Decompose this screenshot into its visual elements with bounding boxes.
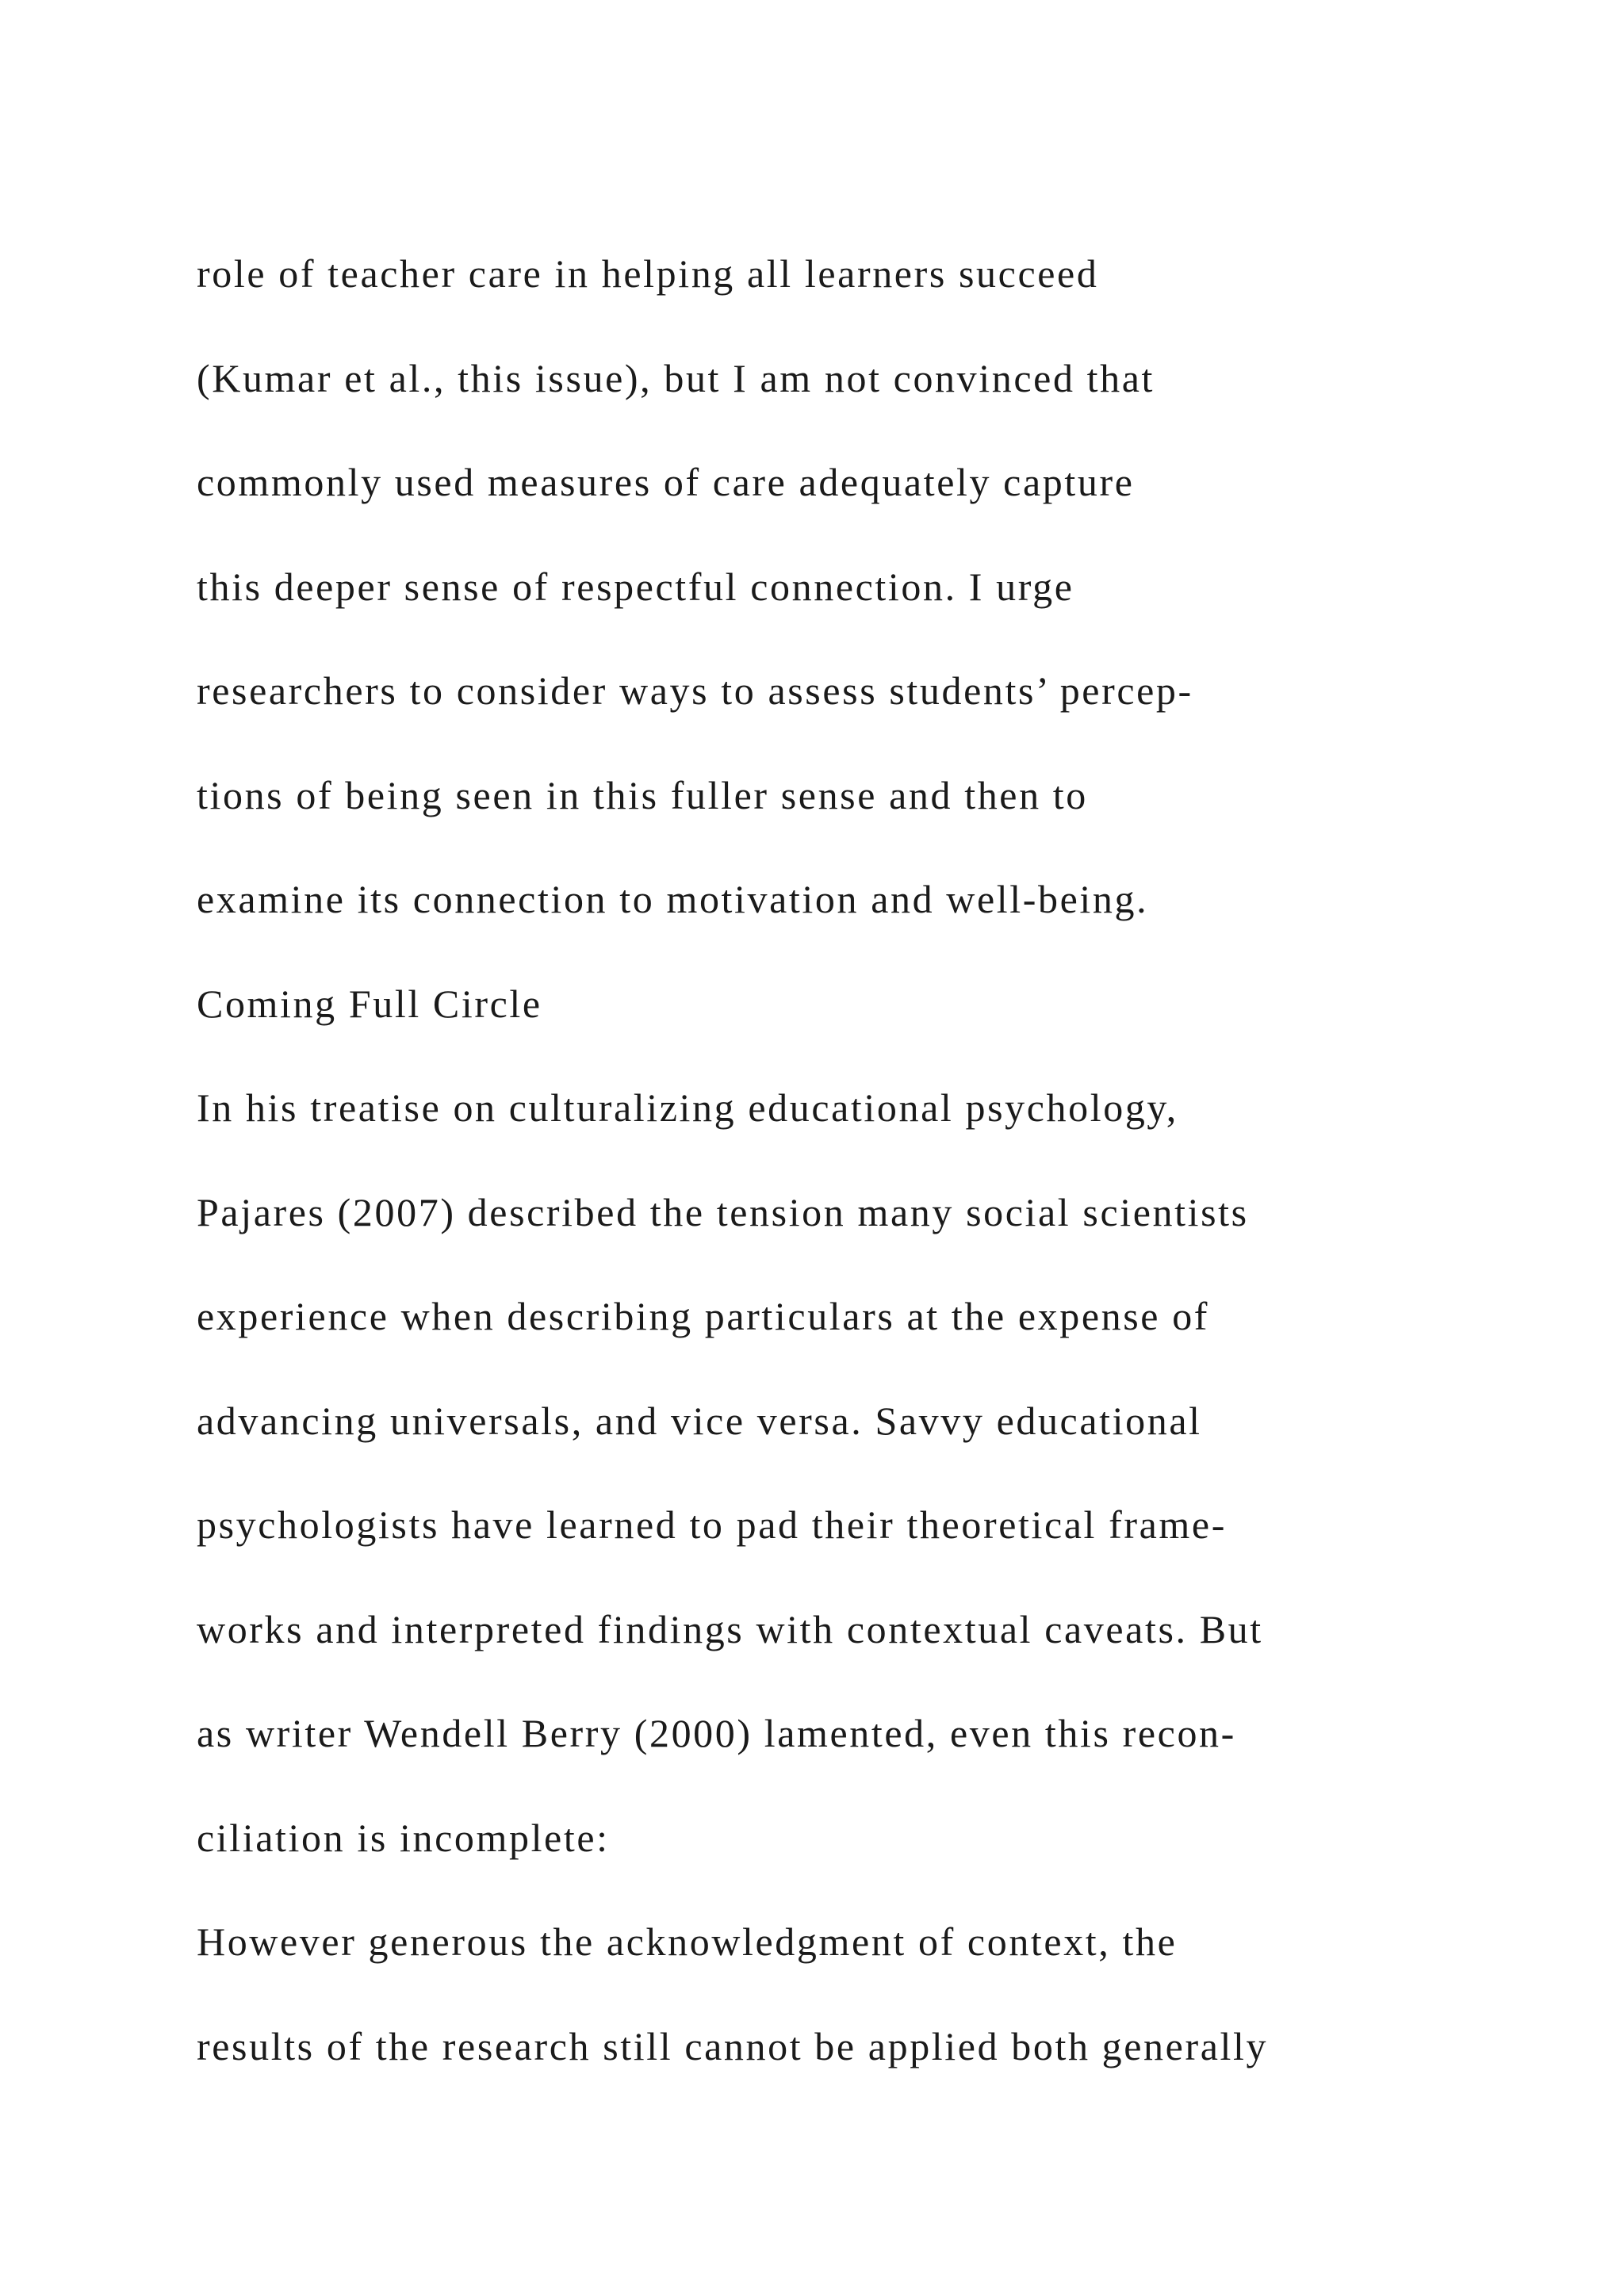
text-line: advancing universals, and vice versa. Savvy educational — [197, 1398, 1202, 1443]
text-line: ciliation is incomplete: — [197, 1815, 610, 1860]
text-line: experience when describing particulars at the expense of — [197, 1294, 1210, 1338]
text-line: tions of being seen in this fuller sense and then to — [197, 772, 1088, 817]
text-line: works and interpreted findings with contextual caveats. But — [197, 1606, 1263, 1651]
text-line: role of teacher care in helping all learners succeed — [197, 251, 1099, 296]
section-heading: Coming Full Circle — [197, 981, 542, 1026]
quote-line: However generous the acknowledgment of context, the — [197, 1919, 1178, 1964]
text-line: psychologists have learned to pad their theoretical frame- — [197, 1502, 1227, 1547]
text-line: as writer Wendell Berry (2000) lamented, even this recon- — [197, 1711, 1236, 1755]
quote-line: results of the research still cannot be applied both generally — [197, 2023, 1269, 2068]
text-line: commonly used measures of care adequately capture — [197, 460, 1135, 504]
text-line: examine its connection to motivation and well-being. — [197, 877, 1149, 921]
text-line: this deeper sense of respectful connection. I urge — [197, 564, 1074, 609]
body-text — [197, 230, 1592, 2107]
text-line: Pajares (2007) described the tension many social scientists — [197, 1189, 1249, 1234]
text-line: researchers to consider ways to assess students’ percep- — [197, 668, 1193, 713]
text-line: (Kumar et al., this issue), but I am not convinced that — [197, 355, 1155, 400]
text-line: In his treatise on culturalizing educational psychology, — [197, 1085, 1178, 1130]
